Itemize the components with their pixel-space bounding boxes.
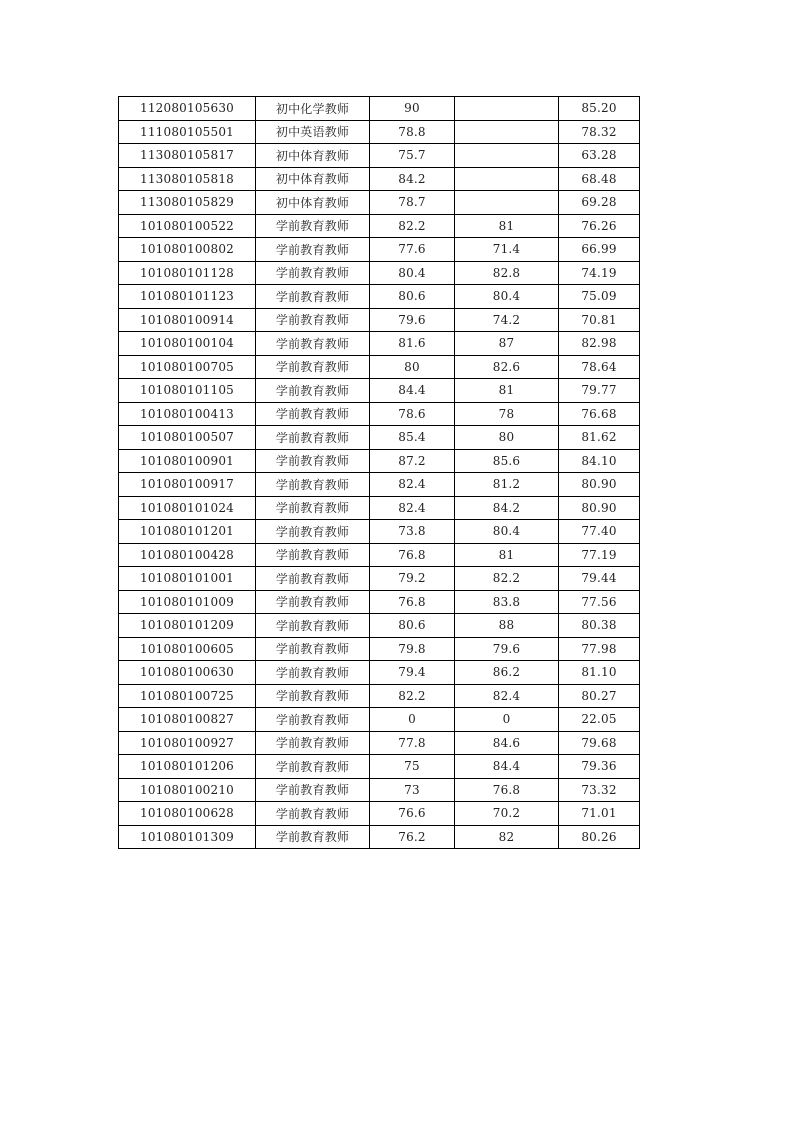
table-row <box>119 473 640 497</box>
total-score-cell: 80.27 <box>559 684 640 708</box>
table-row <box>119 191 640 215</box>
written-score-cell: 80.4 <box>370 261 455 285</box>
written-score-cell: 81.6 <box>370 332 455 356</box>
position-cell: 学前教育教师 <box>256 567 370 591</box>
exam-number-cell: 101080100725 <box>119 684 256 708</box>
position-cell: 学前教育教师 <box>256 802 370 826</box>
table-row <box>119 285 640 309</box>
interview-score-cell: 86.2 <box>455 661 559 685</box>
table-row <box>119 802 640 826</box>
exam-number-cell: 101080101105 <box>119 379 256 403</box>
interview-score-cell: 82.6 <box>455 355 559 379</box>
total-score-cell: 70.81 <box>559 308 640 332</box>
written-score-cell: 76.8 <box>370 590 455 614</box>
position-cell: 学前教育教师 <box>256 238 370 262</box>
written-score-cell: 73 <box>370 778 455 802</box>
table-row <box>119 661 640 685</box>
position-cell: 学前教育教师 <box>256 355 370 379</box>
position-cell: 学前教育教师 <box>256 261 370 285</box>
table-row <box>119 214 640 238</box>
interview-score-cell: 82.2 <box>455 567 559 591</box>
total-score-cell: 77.19 <box>559 543 640 567</box>
position-cell: 学前教育教师 <box>256 590 370 614</box>
table-row <box>119 614 640 638</box>
written-score-cell: 80 <box>370 355 455 379</box>
total-score-cell: 79.44 <box>559 567 640 591</box>
written-score-cell: 78.8 <box>370 120 455 144</box>
table-row <box>119 708 640 732</box>
exam-number-cell: 101080101309 <box>119 825 256 849</box>
written-score-cell: 80.6 <box>370 614 455 638</box>
total-score-cell: 74.19 <box>559 261 640 285</box>
exam-number-cell: 101080100507 <box>119 426 256 450</box>
position-cell: 学前教育教师 <box>256 661 370 685</box>
exam-number-cell: 101080101209 <box>119 614 256 638</box>
position-cell: 学前教育教师 <box>256 214 370 238</box>
position-cell: 学前教育教师 <box>256 496 370 520</box>
exam-number-cell: 101080101128 <box>119 261 256 285</box>
score-table <box>118 96 640 849</box>
exam-number-cell: 101080100917 <box>119 473 256 497</box>
score-table-body <box>119 97 640 849</box>
exam-number-cell: 101080100628 <box>119 802 256 826</box>
exam-number-cell: 101080100705 <box>119 355 256 379</box>
interview-score-cell: 80.4 <box>455 520 559 544</box>
exam-number-cell: 101080100901 <box>119 449 256 473</box>
written-score-cell: 78.7 <box>370 191 455 215</box>
written-score-cell: 75.7 <box>370 144 455 168</box>
interview-score-cell: 81.2 <box>455 473 559 497</box>
total-score-cell: 66.99 <box>559 238 640 262</box>
total-score-cell: 76.26 <box>559 214 640 238</box>
total-score-cell: 78.32 <box>559 120 640 144</box>
total-score-cell: 63.28 <box>559 144 640 168</box>
exam-number-cell: 101080100927 <box>119 731 256 755</box>
exam-number-cell: 101080101001 <box>119 567 256 591</box>
position-cell: 学前教育教师 <box>256 731 370 755</box>
exam-number-cell: 101080100605 <box>119 637 256 661</box>
total-score-cell: 80.90 <box>559 473 640 497</box>
position-cell: 学前教育教师 <box>256 543 370 567</box>
interview-score-cell: 80.4 <box>455 285 559 309</box>
total-score-cell: 81.10 <box>559 661 640 685</box>
exam-number-cell: 101080101123 <box>119 285 256 309</box>
interview-score-cell: 87 <box>455 332 559 356</box>
interview-score-cell: 0 <box>455 708 559 732</box>
interview-score-cell: 88 <box>455 614 559 638</box>
total-score-cell: 81.62 <box>559 426 640 450</box>
table-row <box>119 402 640 426</box>
written-score-cell: 79.8 <box>370 637 455 661</box>
written-score-cell: 79.6 <box>370 308 455 332</box>
table-row <box>119 167 640 191</box>
position-cell: 学前教育教师 <box>256 473 370 497</box>
written-score-cell: 82.4 <box>370 473 455 497</box>
written-score-cell: 82.2 <box>370 214 455 238</box>
table-row <box>119 332 640 356</box>
position-cell: 学前教育教师 <box>256 332 370 356</box>
interview-score-cell: 70.2 <box>455 802 559 826</box>
exam-number-cell: 101080101009 <box>119 590 256 614</box>
exam-number-cell: 101080100914 <box>119 308 256 332</box>
interview-score-cell <box>455 191 559 215</box>
written-score-cell: 75 <box>370 755 455 779</box>
interview-score-cell <box>455 97 559 121</box>
table-row <box>119 144 640 168</box>
position-cell: 学前教育教师 <box>256 708 370 732</box>
interview-score-cell: 78 <box>455 402 559 426</box>
position-cell: 学前教育教师 <box>256 614 370 638</box>
position-cell: 学前教育教师 <box>256 684 370 708</box>
table-row <box>119 567 640 591</box>
table-row <box>119 426 640 450</box>
interview-score-cell: 74.2 <box>455 308 559 332</box>
table-row <box>119 684 640 708</box>
position-cell: 学前教育教师 <box>256 637 370 661</box>
table-row <box>119 590 640 614</box>
table-row <box>119 520 640 544</box>
written-score-cell: 84.2 <box>370 167 455 191</box>
table-row <box>119 261 640 285</box>
table-row <box>119 778 640 802</box>
total-score-cell: 82.98 <box>559 332 640 356</box>
position-cell: 初中体育教师 <box>256 191 370 215</box>
total-score-cell: 73.32 <box>559 778 640 802</box>
exam-number-cell: 111080105501 <box>119 120 256 144</box>
written-score-cell: 90 <box>370 97 455 121</box>
written-score-cell: 76.6 <box>370 802 455 826</box>
exam-number-cell: 113080105818 <box>119 167 256 191</box>
written-score-cell: 87.2 <box>370 449 455 473</box>
total-score-cell: 85.20 <box>559 97 640 121</box>
interview-score-cell: 82.4 <box>455 684 559 708</box>
written-score-cell: 82.2 <box>370 684 455 708</box>
total-score-cell: 77.56 <box>559 590 640 614</box>
written-score-cell: 79.2 <box>370 567 455 591</box>
total-score-cell: 22.05 <box>559 708 640 732</box>
interview-score-cell: 83.8 <box>455 590 559 614</box>
table-row <box>119 825 640 849</box>
table-row <box>119 308 640 332</box>
position-cell: 学前教育教师 <box>256 755 370 779</box>
position-cell: 学前教育教师 <box>256 825 370 849</box>
table-row <box>119 731 640 755</box>
exam-number-cell: 101080100802 <box>119 238 256 262</box>
position-cell: 学前教育教师 <box>256 308 370 332</box>
interview-score-cell: 82 <box>455 825 559 849</box>
interview-score-cell: 81 <box>455 543 559 567</box>
total-score-cell: 71.01 <box>559 802 640 826</box>
exam-number-cell: 101080100104 <box>119 332 256 356</box>
total-score-cell: 79.68 <box>559 731 640 755</box>
position-cell: 学前教育教师 <box>256 285 370 309</box>
position-cell: 学前教育教师 <box>256 449 370 473</box>
interview-score-cell <box>455 120 559 144</box>
total-score-cell: 80.38 <box>559 614 640 638</box>
table-row <box>119 120 640 144</box>
total-score-cell: 78.64 <box>559 355 640 379</box>
interview-score-cell: 85.6 <box>455 449 559 473</box>
interview-score-cell: 81 <box>455 214 559 238</box>
table-row <box>119 496 640 520</box>
position-cell: 学前教育教师 <box>256 379 370 403</box>
total-score-cell: 79.77 <box>559 379 640 403</box>
position-cell: 学前教育教师 <box>256 520 370 544</box>
written-score-cell: 85.4 <box>370 426 455 450</box>
exam-number-cell: 101080100630 <box>119 661 256 685</box>
total-score-cell: 76.68 <box>559 402 640 426</box>
exam-number-cell: 101080100827 <box>119 708 256 732</box>
total-score-cell: 68.48 <box>559 167 640 191</box>
interview-score-cell: 84.2 <box>455 496 559 520</box>
exam-number-cell: 101080100522 <box>119 214 256 238</box>
exam-number-cell: 112080105630 <box>119 97 256 121</box>
written-score-cell: 79.4 <box>370 661 455 685</box>
written-score-cell: 77.8 <box>370 731 455 755</box>
interview-score-cell <box>455 167 559 191</box>
table-row <box>119 355 640 379</box>
interview-score-cell: 82.8 <box>455 261 559 285</box>
total-score-cell: 69.28 <box>559 191 640 215</box>
interview-score-cell: 71.4 <box>455 238 559 262</box>
written-score-cell: 76.2 <box>370 825 455 849</box>
interview-score-cell: 84.4 <box>455 755 559 779</box>
interview-score-cell: 81 <box>455 379 559 403</box>
position-cell: 初中英语教师 <box>256 120 370 144</box>
exam-number-cell: 101080100428 <box>119 543 256 567</box>
exam-number-cell: 113080105817 <box>119 144 256 168</box>
table-row <box>119 637 640 661</box>
exam-number-cell: 101080100413 <box>119 402 256 426</box>
total-score-cell: 80.26 <box>559 825 640 849</box>
exam-number-cell: 113080105829 <box>119 191 256 215</box>
table-row <box>119 238 640 262</box>
interview-score-cell <box>455 144 559 168</box>
exam-number-cell: 101080100210 <box>119 778 256 802</box>
written-score-cell: 84.4 <box>370 379 455 403</box>
total-score-cell: 80.90 <box>559 496 640 520</box>
exam-number-cell: 101080101024 <box>119 496 256 520</box>
written-score-cell: 76.8 <box>370 543 455 567</box>
table-row <box>119 543 640 567</box>
position-cell: 初中体育教师 <box>256 167 370 191</box>
position-cell: 初中化学教师 <box>256 97 370 121</box>
total-score-cell: 75.09 <box>559 285 640 309</box>
exam-number-cell: 101080101201 <box>119 520 256 544</box>
total-score-cell: 84.10 <box>559 449 640 473</box>
table-row <box>119 449 640 473</box>
written-score-cell: 82.4 <box>370 496 455 520</box>
written-score-cell: 0 <box>370 708 455 732</box>
total-score-cell: 77.98 <box>559 637 640 661</box>
written-score-cell: 73.8 <box>370 520 455 544</box>
position-cell: 学前教育教师 <box>256 426 370 450</box>
interview-score-cell: 76.8 <box>455 778 559 802</box>
total-score-cell: 77.40 <box>559 520 640 544</box>
interview-score-cell: 80 <box>455 426 559 450</box>
position-cell: 初中体育教师 <box>256 144 370 168</box>
exam-number-cell: 101080101206 <box>119 755 256 779</box>
interview-score-cell: 84.6 <box>455 731 559 755</box>
total-score-cell: 79.36 <box>559 755 640 779</box>
written-score-cell: 78.6 <box>370 402 455 426</box>
table-row <box>119 755 640 779</box>
table-row <box>119 379 640 403</box>
written-score-cell: 80.6 <box>370 285 455 309</box>
position-cell: 学前教育教师 <box>256 402 370 426</box>
position-cell: 学前教育教师 <box>256 778 370 802</box>
written-score-cell: 77.6 <box>370 238 455 262</box>
table-row <box>119 97 640 121</box>
interview-score-cell: 79.6 <box>455 637 559 661</box>
